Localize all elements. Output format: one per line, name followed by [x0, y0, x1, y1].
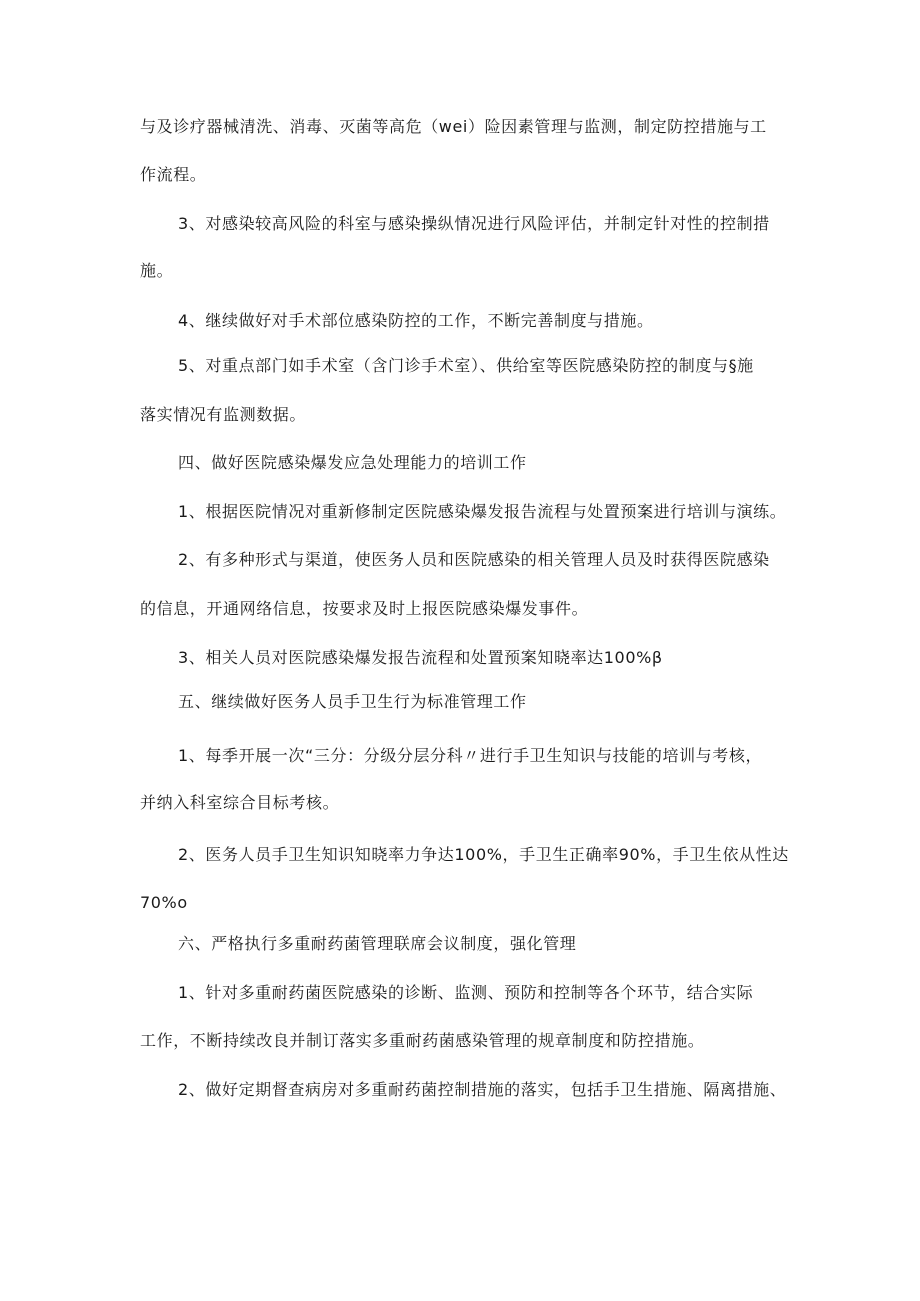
paragraph-line: 作流程。 — [140, 165, 207, 184]
section-heading: 四、做好医院感染爆发应急处理能力的培训工作 — [178, 453, 527, 472]
paragraph-line: 1、根据医院情况对重新修制定医院感染爆发报告流程与处置预案进行培训与演练。 — [178, 502, 787, 521]
paragraph-line: 5、对重点部门如手术室（含门诊手术室）、供给室等医院感染防控的制度与§施 — [178, 356, 754, 375]
paragraph-line: 3、对感染较高风险的科室与感染操纵情况进行风险评估，并制定针对性的控制措 — [178, 214, 770, 233]
paragraph-line: 2、有多种形式与渠道，使医务人员和医院感染的相关管理人员及时获得医院感染 — [178, 550, 770, 569]
paragraph-line: 4、继续做好对手术部位感染防控的工作，不断完善制度与措施。 — [178, 311, 654, 330]
section-heading: 五、继续做好医务人员手卫生行为标准管理工作 — [178, 692, 527, 711]
paragraph-line: 与及诊疗器械清洗、消毒、灭菌等高危（wei）险因素管理与监测，制定防控措施与工 — [140, 117, 767, 136]
paragraph-line: 工作，不断持续改良并制订落实多重耐药菌感染管理的规章制度和防控措施。 — [140, 1031, 705, 1050]
paragraph-line: 并纳入科室综合目标考核。 — [140, 793, 340, 812]
paragraph-line: 施。 — [140, 261, 174, 280]
paragraph-line: 1、针对多重耐药菌医院感染的诊断、监测、预防和控制等各个环节，结合实际 — [178, 983, 754, 1002]
paragraph-line: 3、相关人员对医院感染爆发报告流程和处置预案知晓率达100%β — [178, 648, 663, 667]
paragraph-line: 落实情况有监测数据。 — [140, 405, 307, 424]
section-heading: 六、严格执行多重耐药菌管理联席会议制度，强化管理 — [178, 934, 577, 953]
paragraph-line: 2、医务人员手卫生知识知晓率力争达100%，手卫生正确率90%，手卫生依从性达 — [178, 845, 789, 864]
paragraph-line: 的信息，开通网络信息，按要求及时上报医院感染爆发事件。 — [140, 599, 589, 618]
paragraph-line: 70%o — [140, 893, 188, 912]
paragraph-line: 1、每季开展一次“三分：分级分层分科〃进行手卫生知识与技能的培训与考核， — [178, 746, 763, 765]
paragraph-line: 2、做好定期督查病房对多重耐药菌控制措施的落实，包括手卫生措施、隔离措施、 — [178, 1080, 787, 1099]
